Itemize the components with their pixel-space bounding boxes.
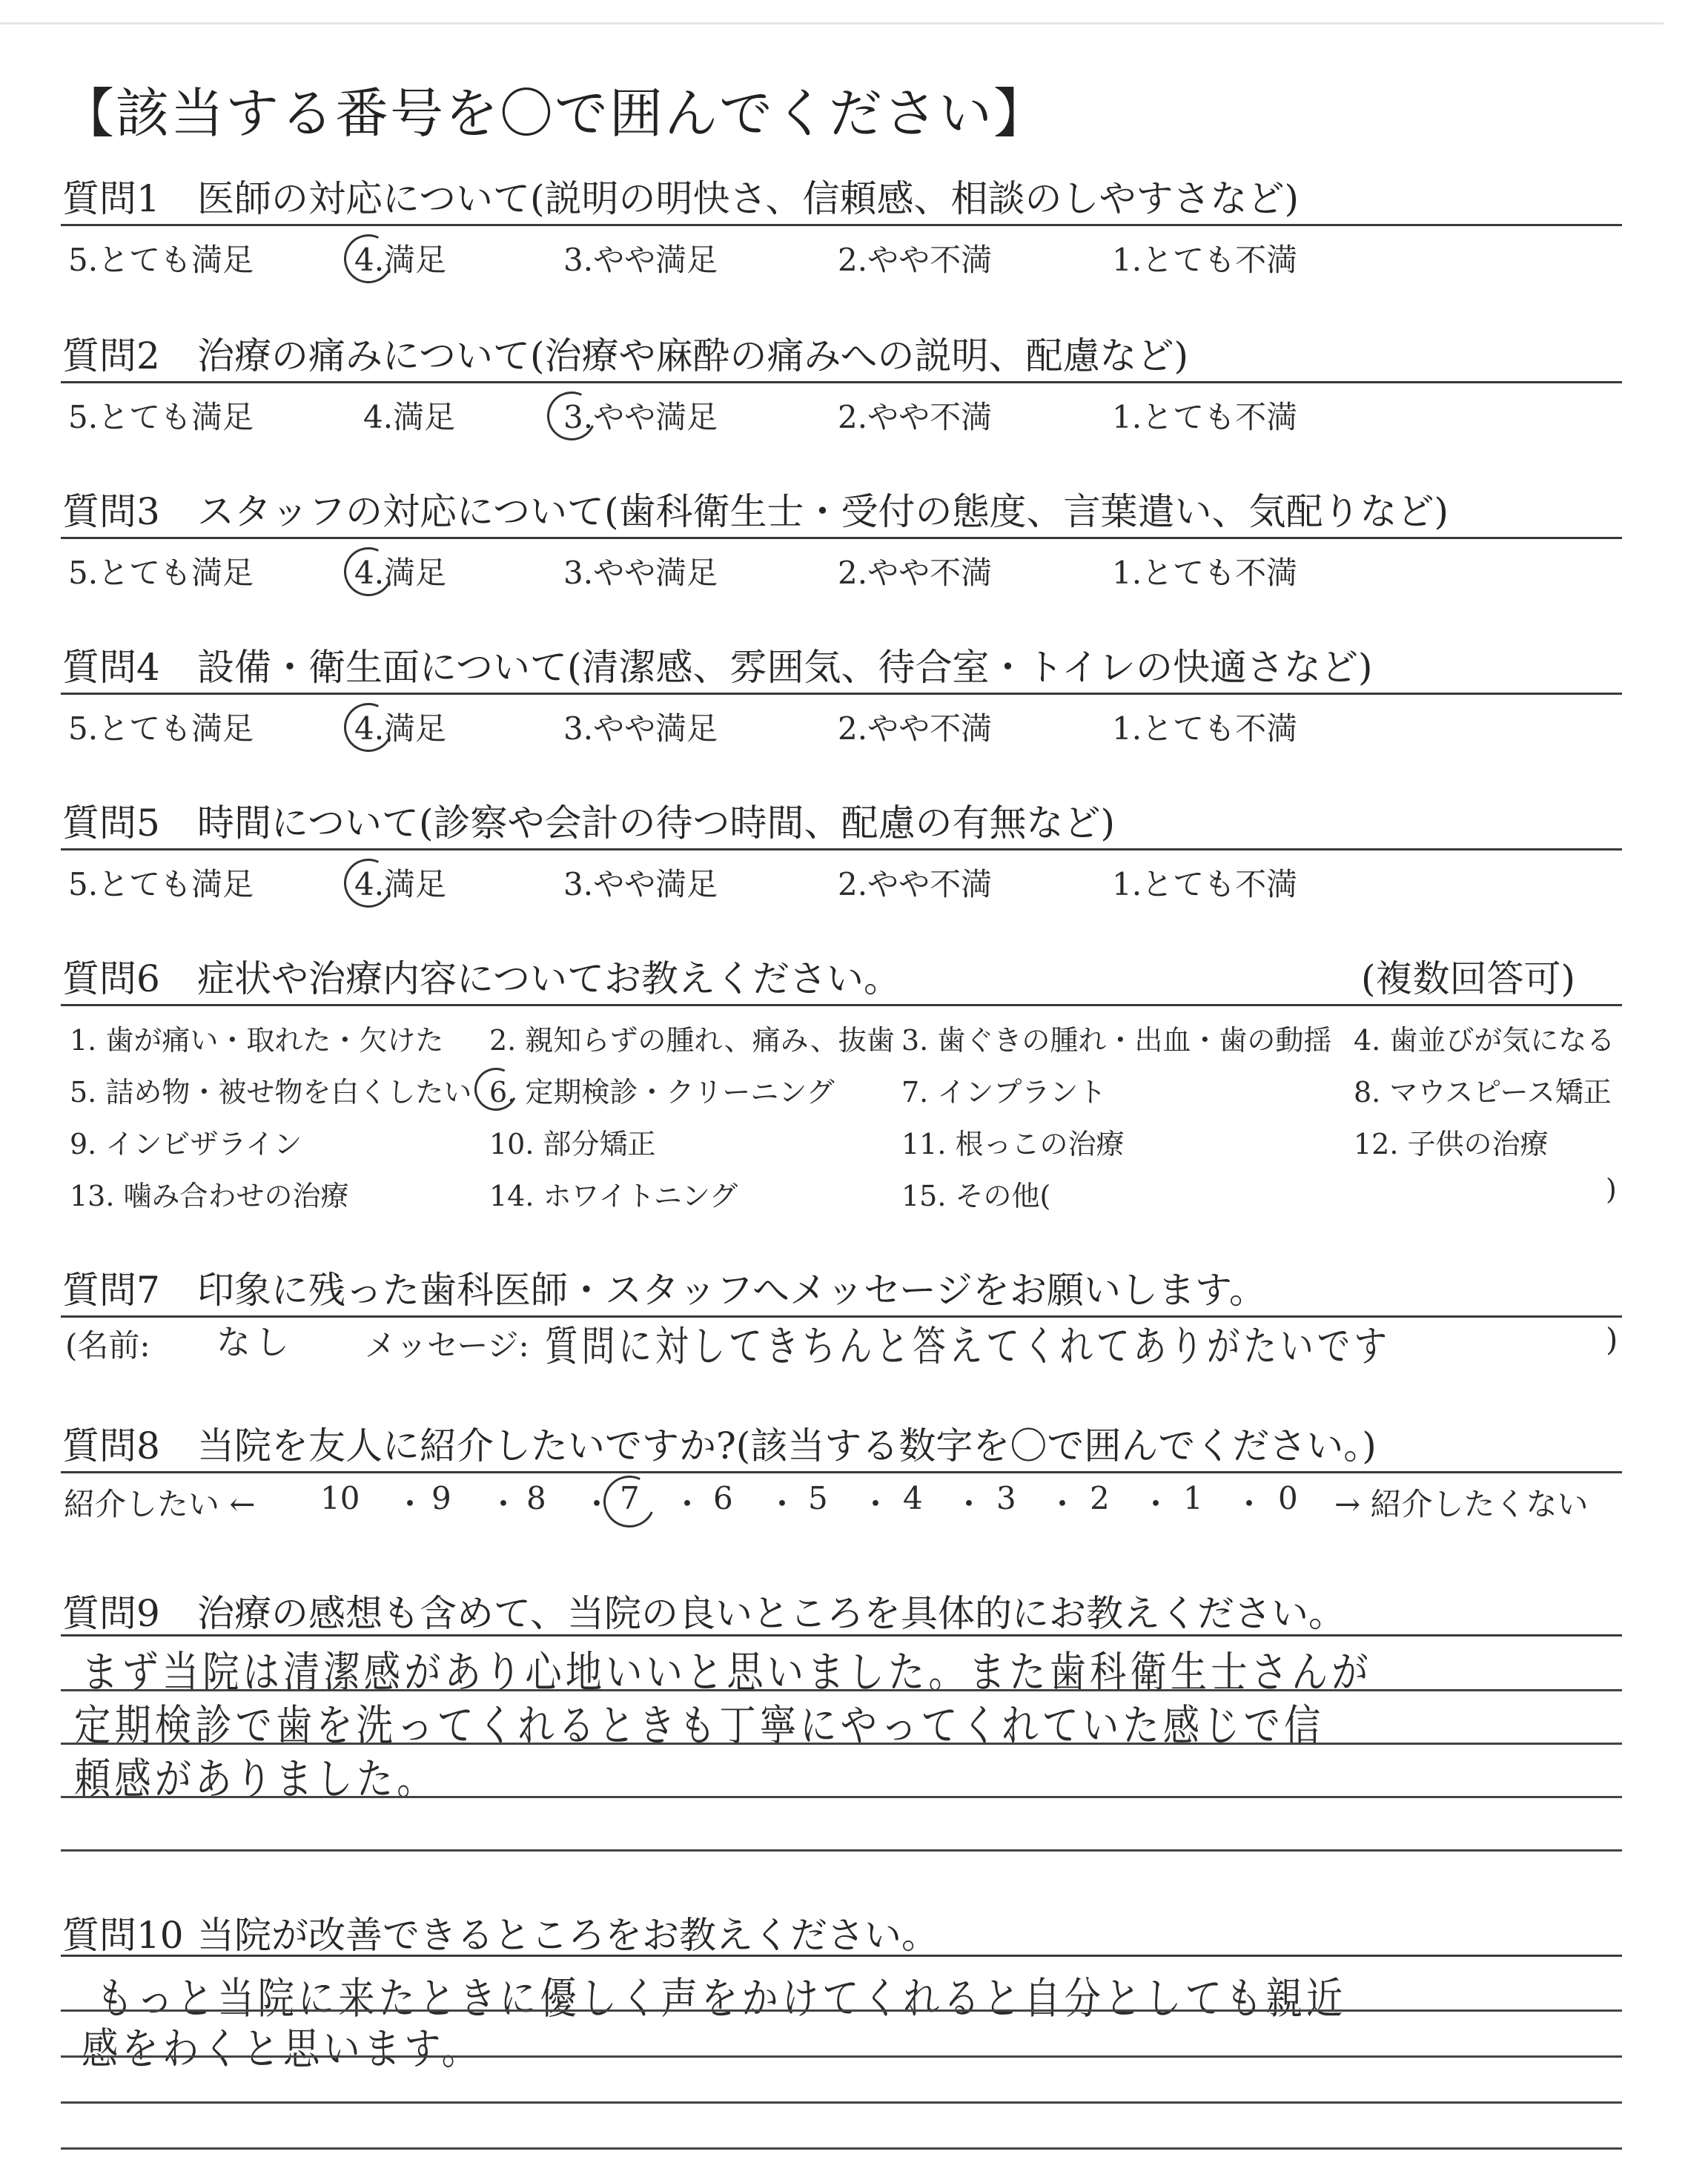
question-text: 印象に残った歯科医師・スタッフへメッセージをお願いします。 [197, 1269, 1266, 1312]
question-10-heading [62, 1906, 939, 1959]
q6-option-7[interactable]: 7. インプラント [901, 1076, 1107, 1109]
question-text: 治療の感想も含めて、当院の良いところを具体的にお教えください。 [197, 1592, 1345, 1635]
q3-option-3[interactable]: 3.やや満足 [563, 555, 718, 591]
scale-value-6[interactable]: 6 [713, 1480, 733, 1516]
question-text: スタッフの対応について(歯科衛生士・受付の態度、言葉遣い、気配りなど) [197, 490, 1449, 533]
scale-dot: ・ [1047, 1486, 1079, 1522]
q5-option-2[interactable]: 2.やや不満 [838, 866, 993, 902]
q6-option-15[interactable]: 15. その他( [901, 1180, 1051, 1212]
question-number: 質問2 [62, 334, 160, 377]
scale-dot: ・ [767, 1486, 798, 1522]
q5-option-4[interactable]: 4.満足 [354, 866, 447, 902]
scale-dot: ・ [1140, 1486, 1172, 1522]
message-close-paren: ) [1606, 1321, 1618, 1358]
q4-option-1[interactable]: 1.とても不満 [1112, 710, 1298, 747]
scale-value-5[interactable]: 5 [808, 1480, 828, 1516]
question-text: 設備・衛生面について(清潔感、雰囲気、待合室・トイレの快適さなど) [197, 646, 1373, 689]
q4-option-3[interactable]: 3.やや満足 [563, 710, 718, 747]
q6-option-9[interactable]: 9. インビザライン [70, 1128, 302, 1160]
q6-option-1[interactable]: 1. 歯が痛い・取れた・欠けた [70, 1024, 444, 1057]
question-number: 質問6 [62, 957, 160, 1000]
scale-dot: ・ [581, 1486, 613, 1522]
q1-option-3[interactable]: 3.やや満足 [563, 242, 718, 278]
question-number: 質問10 [62, 1914, 184, 1957]
writing-line [61, 2101, 1622, 2104]
question-2-heading [62, 326, 1188, 380]
q8-selection-circle [596, 1468, 663, 1535]
q10-answer-line-1: もっと当院に来たときに優しく声をかけてくれると自分としても親近 [96, 1973, 1347, 2024]
question-text: 症状や治療内容についてお教えください。 [197, 957, 901, 1000]
q2-option-3[interactable]: 3.やや満足 [563, 399, 718, 435]
q1-option-1[interactable]: 1.とても不満 [1112, 242, 1298, 278]
q6-option-12[interactable]: 12. 子供の治療 [1354, 1128, 1549, 1160]
q6-option-13[interactable]: 13. 噛み合わせの治療 [70, 1180, 349, 1212]
divider [61, 381, 1622, 383]
page-title: 【該当する番号を〇で囲んでください】 [61, 82, 1049, 145]
q5-option-1[interactable]: 1.とても不満 [1112, 866, 1298, 902]
q2-option-2[interactable]: 2.やや不満 [838, 399, 993, 435]
question-1-heading [62, 169, 1299, 222]
scale-value-3[interactable]: 3 [996, 1480, 1016, 1516]
scale-value-7[interactable]: 7 [620, 1480, 640, 1516]
q3-option-1[interactable]: 1.とても不満 [1112, 555, 1298, 591]
writing-line [61, 2147, 1622, 2150]
q9-answer-line-3: 頼感がありました。 [74, 1754, 437, 1804]
q1-option-4[interactable]: 4.満足 [354, 242, 447, 278]
writing-line [61, 1796, 1622, 1798]
divider [61, 1004, 1622, 1006]
other-close-paren: ) [1606, 1173, 1617, 1206]
question-number: 質問9 [62, 1592, 160, 1635]
question-number: 質問1 [62, 177, 160, 220]
question-number: 質問8 [62, 1424, 160, 1467]
divider [61, 848, 1622, 851]
question-5-heading [62, 793, 1115, 847]
q3-option-2[interactable]: 2.やや不満 [838, 555, 993, 591]
q6-option-2[interactable]: 2. 親知らずの腫れ、痛み、抜歯 [489, 1024, 895, 1057]
message-label: メッセージ: [365, 1327, 529, 1364]
q2-option-5[interactable]: 5.とても満足 [68, 399, 254, 435]
top-divider [0, 22, 1664, 24]
q6-option-5[interactable]: 5. 詰め物・被せ物を白くしたい [70, 1076, 472, 1109]
question-number: 質問5 [62, 802, 160, 845]
q6-option-6[interactable]: 6. 定期検診・クリーニング [489, 1076, 835, 1109]
scale-value-1[interactable]: 1 [1183, 1480, 1203, 1516]
q6-option-10[interactable]: 10. 部分矯正 [489, 1128, 656, 1160]
question-3-heading [62, 482, 1449, 535]
q1-option-5[interactable]: 5.とても満足 [68, 242, 254, 278]
scale-dot: ・ [488, 1486, 520, 1522]
scale-dot: ・ [953, 1486, 985, 1522]
question-number: 質問7 [62, 1269, 160, 1312]
q5-option-3[interactable]: 3.やや満足 [563, 866, 718, 902]
recommend-right-label: → 紹介したくない [1334, 1486, 1589, 1522]
q10-answer-line-2: 感をわくと思います。 [82, 2024, 483, 2074]
q4-option-5[interactable]: 5.とても満足 [68, 710, 254, 747]
scale-value-2[interactable]: 2 [1090, 1480, 1110, 1516]
divider [61, 1955, 1622, 1957]
question-text: 当院を友人に紹介したいですか?(該当する数字を〇で囲んでください。) [197, 1424, 1377, 1467]
q1-option-2[interactable]: 2.やや不満 [838, 242, 993, 278]
writing-line [61, 2009, 1622, 2012]
scale-value-4[interactable]: 4 [903, 1480, 923, 1516]
q2-option-1[interactable]: 1.とても不満 [1112, 399, 1298, 435]
q6-option-3[interactable]: 3. 歯ぐきの腫れ・出血・歯の動揺 [901, 1024, 1332, 1057]
q5-option-5[interactable]: 5.とても満足 [68, 866, 254, 902]
recommend-left-label: 紹介したい ← [64, 1486, 256, 1522]
scale-dot: ・ [394, 1486, 426, 1522]
question-8-heading [62, 1416, 1377, 1470]
q6-option-8[interactable]: 8. マウスピース矯正 [1354, 1076, 1612, 1109]
scale-value-9[interactable]: 9 [431, 1480, 451, 1516]
scale-value-0[interactable]: 0 [1278, 1480, 1298, 1516]
question-text: 治療の痛みについて(治療や麻酔の痛みへの説明、配慮など) [197, 334, 1189, 377]
message-handwritten: 質問に対してきちんと答えてくれてありがたいです [545, 1323, 1391, 1371]
q6-option-4[interactable]: 4. 歯並びが気になる [1354, 1024, 1615, 1057]
q6-option-14[interactable]: 14. ホワイトニング [489, 1180, 738, 1212]
divider [61, 224, 1622, 226]
q4-option-2[interactable]: 2.やや不満 [838, 710, 993, 747]
name-handwritten: なし [216, 1322, 294, 1362]
q9-answer-line-2: 定期検診で歯を洗ってくれるときも丁寧にやってくれていた感じで信 [74, 1700, 1325, 1751]
question-7-heading [62, 1261, 1266, 1314]
q6-option-11[interactable]: 11. 根っこの治療 [901, 1128, 1125, 1160]
q9-answer-line-1: まず当院は清潔感があり心地いいと思いました。また歯科衛生士さんが [82, 1647, 1372, 1697]
divider [61, 693, 1622, 695]
writing-line [61, 1849, 1622, 1852]
writing-line [61, 2055, 1622, 2058]
question-number: 質問4 [62, 646, 160, 689]
multiple-answer-note: (複数回答可) [1361, 957, 1576, 1000]
name-label: (名前: [65, 1327, 150, 1364]
divider [61, 1634, 1622, 1636]
divider [61, 537, 1622, 539]
question-6-heading [62, 949, 901, 1003]
question-text: 当院が改善できるところをお教えください。 [197, 1914, 939, 1957]
q3-option-5[interactable]: 5.とても満足 [68, 555, 254, 591]
question-text: 医師の対応について(説明の明快さ、信頼感、相談のしやすさなど) [197, 177, 1300, 220]
divider [61, 1471, 1622, 1473]
scale-dot: ・ [1234, 1486, 1265, 1522]
q2-option-4[interactable]: 4.満足 [363, 399, 456, 435]
scale-dot: ・ [672, 1486, 704, 1522]
question-text: 時間について(診察や会計の待つ時間、配慮の有無など) [197, 802, 1116, 845]
question-9-heading [62, 1584, 1345, 1637]
q3-option-4[interactable]: 4.満足 [354, 555, 447, 591]
scale-value-10[interactable]: 10 [320, 1480, 360, 1516]
question-number: 質問3 [62, 490, 160, 533]
scale-dot: ・ [860, 1486, 892, 1522]
scale-value-8[interactable]: 8 [526, 1480, 546, 1516]
q4-option-4[interactable]: 4.満足 [354, 710, 447, 747]
question-4-heading [62, 638, 1373, 691]
